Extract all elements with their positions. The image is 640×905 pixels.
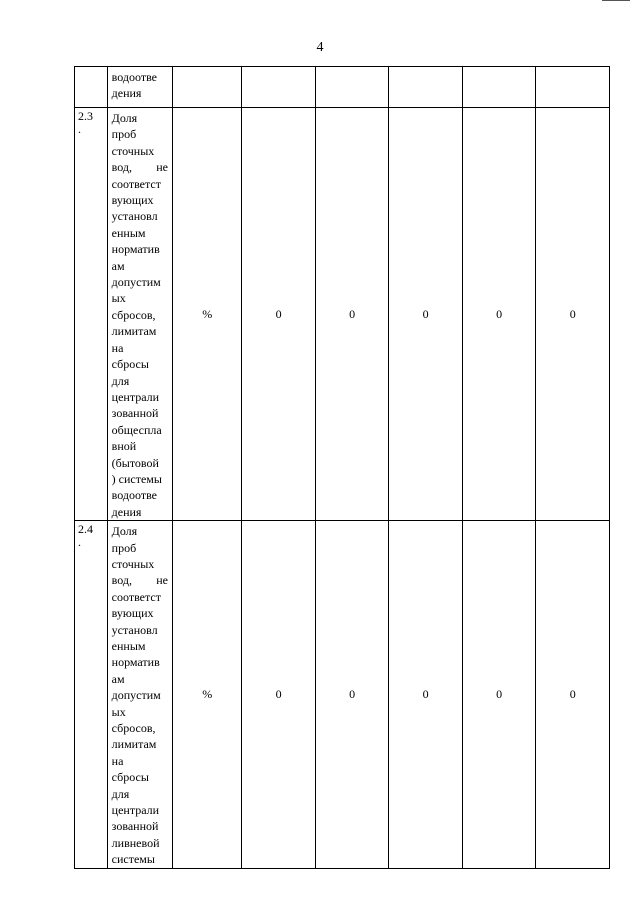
name-text-line: сбросы [111, 770, 149, 785]
name-text-line: норматив [111, 242, 160, 257]
value-cell: 0 [389, 521, 463, 869]
name-text-line: сбросов, [111, 307, 156, 322]
name-text-line: вод, не [111, 573, 168, 588]
name-text-line: соответст [111, 176, 161, 191]
value-cell [536, 67, 610, 108]
name-text-line: (бытовой [111, 455, 159, 470]
name-text-line: ых [111, 704, 126, 719]
value-cell: 0 [389, 108, 463, 521]
row-name-cell [107, 521, 172, 869]
name-text-line: для [111, 786, 130, 801]
name-text-line: ливневой [111, 835, 160, 850]
name-text-line: централи [111, 803, 160, 818]
name-text-line: вод, не [111, 160, 168, 175]
value-cell [242, 67, 316, 108]
value-cell: 0 [242, 521, 316, 869]
row-number-cell: 2.4 . [75, 521, 108, 869]
value-cell: 0 [242, 108, 316, 521]
name-text-line: лимитам [111, 324, 157, 339]
name-text-line: дения [111, 86, 142, 101]
name-text-line: енным [111, 639, 146, 653]
name-text-line: проб [111, 540, 137, 555]
unit-cell [172, 67, 241, 108]
name-text-line: Доля [111, 524, 138, 539]
name-text-line: ых [111, 291, 126, 306]
name-text-line: вующих [111, 606, 154, 621]
name-text-line: енным [111, 225, 146, 240]
name-text-line: соответст [111, 589, 161, 604]
row-name-cell [107, 67, 172, 108]
name-text-line: лимитам [111, 737, 157, 752]
row-number-cell [75, 67, 108, 108]
name-text-line: вующих [111, 193, 154, 208]
row-number-cell: 2.3 . [75, 108, 108, 521]
name-text-line: для [111, 373, 130, 388]
name-text-line: зованной [111, 406, 159, 421]
name-text-line: централи [111, 389, 160, 404]
name-text-line: норматив [111, 655, 160, 670]
indicator-table [74, 66, 610, 869]
name-text-line: установл [111, 209, 158, 224]
name-text-line: ) системы [111, 471, 162, 486]
name-text-line: сточных [111, 143, 155, 158]
name-text-line: сточных [111, 556, 155, 571]
name-text-line: на [111, 753, 124, 768]
name-text-line: проб [111, 127, 137, 142]
value-cell: 0 [315, 521, 389, 869]
page-number: 4 [316, 40, 324, 55]
name-text-line: установл [111, 622, 158, 637]
unit-cell: % [172, 108, 241, 521]
name-text-line: сбросов, [111, 721, 156, 736]
name-text-line: ам [111, 258, 125, 273]
table-row-2-4 [75, 521, 610, 869]
name-text-line: на [111, 340, 124, 355]
value-cell [389, 67, 463, 108]
name-text-line: сбросы [111, 357, 149, 372]
name-text-line: ам [111, 671, 125, 686]
value-cell: 0 [462, 108, 536, 521]
name-text-line: системы [111, 852, 155, 867]
value-cell: 0 [536, 108, 610, 521]
name-text-line: вной [111, 439, 137, 454]
value-cell [315, 67, 389, 108]
name-text-line: водоотве [111, 488, 158, 503]
name-text-line: зованной [111, 819, 159, 834]
scan-artifact-line [602, 0, 630, 1]
name-text-line: допустим [111, 688, 161, 703]
value-cell: 0 [315, 108, 389, 521]
name-text-line: водоотве [111, 70, 158, 84]
name-text-line: допустим [111, 275, 161, 290]
value-cell: 0 [536, 521, 610, 869]
table-row-2-3 [75, 108, 610, 521]
unit-cell: % [172, 521, 241, 869]
name-text-line: Доля [111, 111, 138, 125]
row-name-cell [107, 108, 172, 521]
name-text-line: общеспла [111, 422, 162, 437]
name-text-line: дения [111, 504, 142, 519]
table-row-continuation [75, 67, 610, 108]
value-cell: 0 [462, 521, 536, 869]
value-cell [462, 67, 536, 108]
